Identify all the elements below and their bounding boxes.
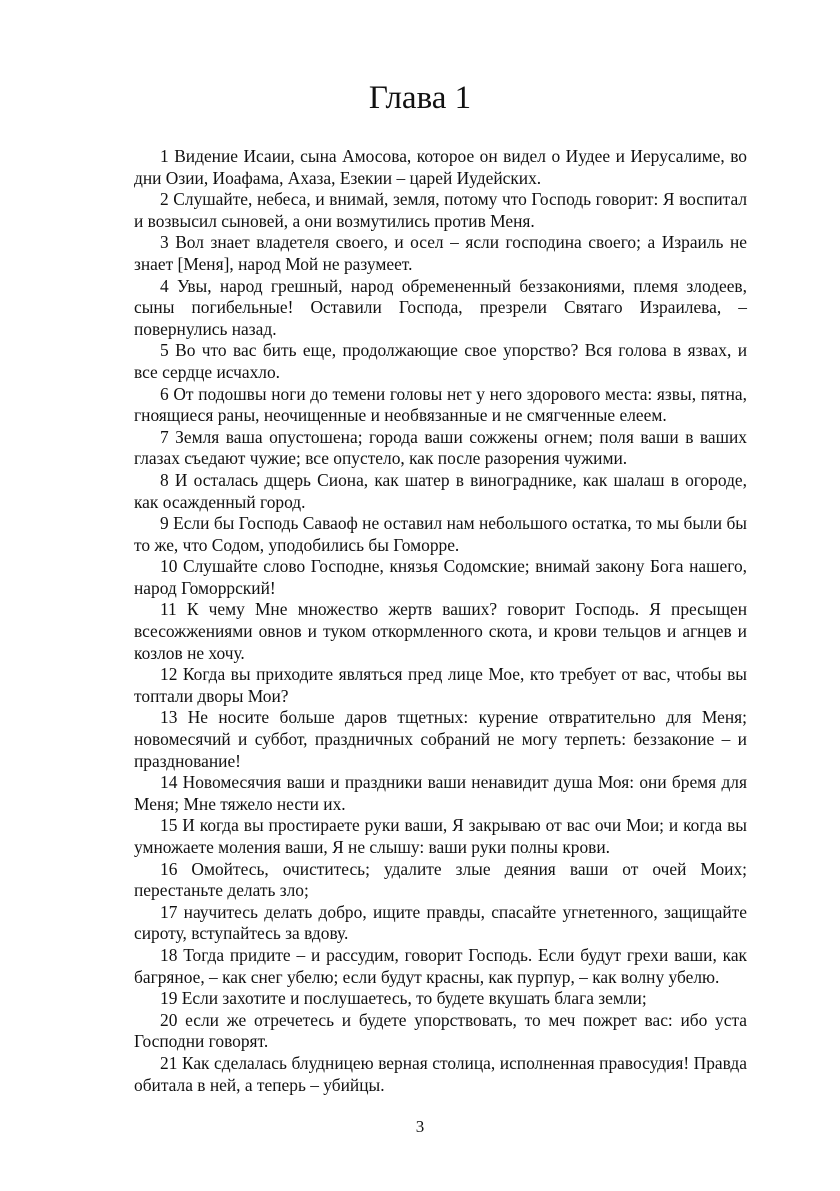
verse-2: 2 Слушайте, небеса, и внимай, земля, потому что Господь говорит: Я воспитал и возвысил сыновей, а они возмутились против Меня. — [134, 189, 747, 231]
verse-10: 10 Слушайте слово Господне, князья Содомские; внимай закону Бога нашего, народ Гоморрский! — [134, 556, 747, 598]
verse-20: 20 если же отречетесь и будете упорствовать, то меч пожрет вас: ибо уста Господни говорят. — [134, 1009, 747, 1052]
verse-19: 19 Если захотите и послушаетесь, то будете вкушать блага земли; — [160, 988, 647, 1009]
verse-11: 11 К чему Мне множество жертв ваших? говорит Господь. Я пресыщен всесожжениями овнов и туком откормленного скота, и крови тельцов и агнцев и козлов не хочу. — [134, 599, 747, 663]
verse-6: 6 От подошвы ноги до темени головы нет у него здорового места: язвы, пятна, гноящиеся раны, неочищенные и необвязанные и не смягченные елеем. — [134, 383, 747, 426]
verse-list — [134, 146, 747, 1096]
verse-8: 8 И осталась дщерь Сиона, как шатер в винограднике, как шалаш в огороде, как осажденный город. — [134, 469, 747, 512]
verse-18: 18 Тогда придите – и рассудим, говорит Господь. Если будут грехи ваши, как багряное, – как снег убелю; если будут красны, как пурпур, – как волну убелю. — [134, 944, 747, 987]
verse-12: 12 Когда вы приходите являться пред лице Мое, кто требует от вас, чтобы вы топтали дворы Мои? — [134, 664, 747, 706]
page-number: 3 — [415, 1117, 425, 1136]
verse-14: 14 Новомесячия ваши и праздники ваши ненавидит душа Моя: они бремя для Меня; Мне тяжело нести их. — [134, 772, 747, 814]
verse-21: 21 Как сделалась блудницею верная столица, исполненная правосудия! Правда обитала в ней, а теперь – убийцы. — [134, 1052, 747, 1095]
verse-16: 16 Омойтесь, очиститесь; удалите злые деяния ваши от очей Моих; перестаньте делать зло; — [134, 858, 747, 901]
verse-5: 5 Во что вас бить еще, продолжающие свое упорство? Вся голова в язвах, и все сердце исчахло. — [134, 340, 747, 382]
verse-15: 15 И когда вы простираете руки ваши, Я закрываю от вас очи Мои; и когда вы умножаете моления ваши, Я не слышу: ваши руки полны крови. — [134, 815, 747, 857]
verse-1: 1 Видение Исаии, сына Амосова, которое он видел о Иудее и Иерусалиме, во дни Озии, Иоафама, Ахаза, Езекии – царей Иудейских. — [134, 146, 747, 188]
verse-7: 7 Земля ваша опустошена; города ваши сожжены огнем; поля ваши в ваших глазах съедают чужие; все опустело, как после разорения чужими. — [134, 426, 747, 469]
verse-9: 9 Если бы Господь Саваоф не оставил нам небольшого остатка, то мы были бы то же, что Содом, уподобились бы Гоморре. — [134, 513, 747, 555]
verse-17: 17 научитесь делать добро, ищите правды, спасайте угнетенного, защищайте сироту, вступайтесь за вдову. — [134, 901, 747, 944]
verse-13: 13 Не носите больше даров тщетных: курение отвратительно для Меня; новомесячий и суббот, праздничных собраний не могу терпеть: беззаконие – и празднование! — [134, 707, 747, 771]
verse-4: 4 Увы, народ грешный, народ обремененный беззакониями, племя злодеев, сыны погибельные! Оставили Господа, презрели Святаго Израилева, – повернулись назад. — [134, 275, 747, 339]
page-title: Глава 1 — [368, 80, 472, 116]
verse-3: 3 Вол знает владетеля своего, и осел – ясли господина своего; а Израиль не знает [Меня], народ Мой не разумеет. — [134, 232, 747, 274]
